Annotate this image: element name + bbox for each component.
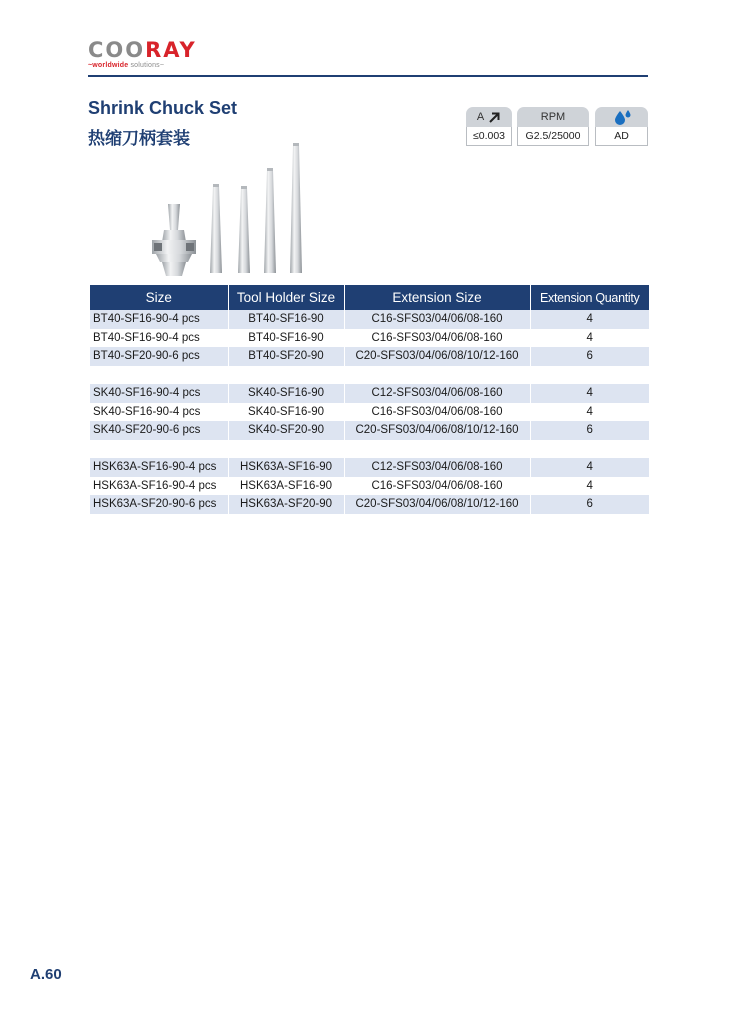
brand-tagline: ~worldwide solutions~	[88, 62, 165, 69]
column-header-extension-size: Extension Size	[344, 285, 530, 310]
cell-tool-holder-size: HSK63A-SF16-90	[228, 477, 344, 496]
column-header-extension-quantity: Extension Quantity	[530, 285, 649, 310]
page-subtitle-cn: 热缩刀柄套装	[88, 129, 190, 149]
table-header-row	[90, 285, 649, 310]
table-row	[90, 458, 649, 477]
spec-coolant	[595, 107, 648, 147]
spec-coolant-value: AD	[595, 127, 648, 146]
arrow-up-right-icon	[488, 111, 501, 124]
shrink-chuck-set-illustration	[140, 140, 320, 280]
cell-tool-holder-size: SK40-SF20-90	[228, 421, 344, 440]
cell-size: BT40-SF20-90-6 pcs	[90, 347, 228, 366]
table-row	[90, 329, 649, 348]
table-row	[90, 477, 649, 496]
cell-extension-size: C12-SFS03/04/06/08-160	[344, 458, 530, 477]
cell-extension-quantity: 6	[530, 347, 649, 366]
cell-tool-holder-size: HSK63A-SF16-90	[228, 458, 344, 477]
table-row	[90, 384, 649, 403]
extension-rods-image	[210, 143, 302, 273]
cell-extension-size: C16-SFS03/04/06/08-160	[344, 403, 530, 422]
shrink-chuck-set-table	[90, 285, 649, 514]
spec-rpm	[517, 107, 589, 147]
cell-extension-size: C16-SFS03/04/06/08-160	[344, 329, 530, 348]
spec-accuracy-value: ≤0.003	[466, 127, 512, 146]
table-row	[90, 347, 649, 366]
cell-extension-size: C12-SFS03/04/06/08-160	[344, 384, 530, 403]
cell-tool-holder-size: SK40-SF16-90	[228, 384, 344, 403]
spec-accuracy	[466, 107, 512, 147]
cell-tool-holder-size: BT40-SF20-90	[228, 347, 344, 366]
coolant-drops-icon	[612, 109, 632, 125]
cell-extension-quantity: 4	[530, 403, 649, 422]
cell-size: SK40-SF16-90-4 pcs	[93, 405, 201, 418]
cell-size: SK40-SF20-90-6 pcs	[90, 421, 228, 440]
cell-extension-quantity: 4	[530, 310, 649, 329]
table-group-spacer	[90, 440, 649, 459]
table-row	[90, 421, 649, 440]
cell-size: SK40-SF16-90-4 pcs	[90, 384, 228, 403]
page-number: A.60	[30, 966, 62, 983]
cell-extension-quantity: 4	[530, 477, 649, 496]
table-row	[90, 495, 649, 514]
page-title: Shrink Chuck Set	[88, 98, 238, 118]
cell-extension-size: C16-SFS03/04/06/08-160	[344, 310, 530, 329]
cell-tool-holder-size: BT40-SF16-90	[228, 329, 344, 348]
cell-extension-quantity: 6	[530, 421, 649, 440]
cell-extension-size: C20-SFS03/04/06/08/10/12-160	[344, 347, 530, 366]
spec-coolant-head	[595, 107, 648, 127]
header-divider	[88, 75, 648, 77]
spec-accuracy-head: A	[466, 107, 512, 127]
table-row	[90, 310, 649, 329]
cell-extension-quantity: 4	[530, 458, 649, 477]
table-group-spacer	[90, 366, 649, 385]
tool-holder-image	[152, 204, 196, 276]
cell-size: HSK63A-SF20-90-6 pcs	[90, 495, 228, 514]
spec-rpm-value: G2.5/25000	[517, 127, 589, 146]
table-row	[90, 403, 649, 422]
cell-size: BT40-SF16-90-4 pcs	[90, 310, 228, 329]
brand-wordmark: COORAY	[88, 38, 197, 62]
cell-tool-holder-size: HSK63A-SF20-90	[228, 495, 344, 514]
cell-extension-size: C16-SFS03/04/06/08-160	[344, 477, 530, 496]
cell-size: HSK63A-SF16-90-4 pcs	[93, 479, 217, 492]
brand-logo	[88, 40, 228, 72]
column-header-tool-holder-size: Tool Holder Size	[228, 285, 344, 310]
cell-extension-quantity: 4	[530, 384, 649, 403]
cell-extension-quantity: 6	[530, 495, 649, 514]
spec-rpm-head: RPM	[517, 107, 589, 127]
cell-extension-size: C20-SFS03/04/06/08/10/12-160	[344, 495, 530, 514]
cell-tool-holder-size: SK40-SF16-90	[228, 403, 344, 422]
cell-size: HSK63A-SF16-90-4 pcs	[90, 458, 228, 477]
cell-extension-quantity: 4	[530, 329, 649, 348]
cell-tool-holder-size: BT40-SF16-90	[228, 310, 344, 329]
column-header-size: Size	[90, 285, 228, 310]
cell-extension-size: C20-SFS03/04/06/08/10/12-160	[344, 421, 530, 440]
cell-size: BT40-SF16-90-4 pcs	[93, 331, 200, 344]
